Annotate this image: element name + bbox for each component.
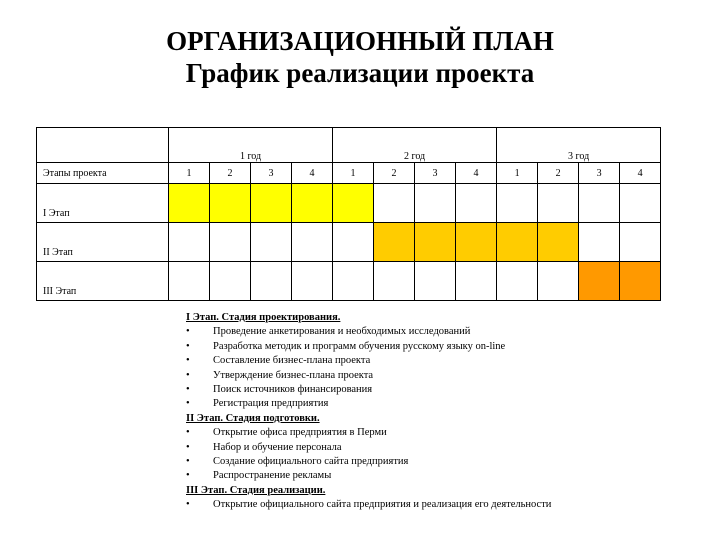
bullet-icon: • — [186, 427, 190, 439]
filled-period-cell — [620, 262, 661, 301]
filled-period-cell — [333, 184, 374, 223]
bullet-icon: • — [186, 369, 190, 381]
stage-task-item — [186, 498, 686, 512]
empty-period-cell — [292, 262, 333, 301]
corner-cell — [37, 128, 169, 163]
stage-descriptions — [186, 311, 686, 513]
quarter-header-row — [37, 163, 661, 184]
task-text: Набор и обучение персонала — [213, 441, 342, 453]
stage-row — [37, 184, 661, 223]
quarter-header: 1 — [169, 163, 210, 184]
quarter-header: 3 — [415, 163, 456, 184]
stage-column-header: Этапы проекта — [37, 163, 169, 184]
filled-period-cell — [251, 184, 292, 223]
empty-period-cell — [620, 223, 661, 262]
empty-period-cell — [210, 262, 251, 301]
bullet-icon: • — [186, 441, 190, 453]
empty-period-cell — [538, 262, 579, 301]
stage-heading: II Этап. Стадия подготовки. — [186, 412, 320, 424]
bullet-icon: • — [186, 355, 190, 367]
bullet-icon: • — [186, 326, 190, 338]
empty-period-cell — [415, 184, 456, 223]
task-text: Проведение анкетирования и необходимых исследований — [213, 326, 471, 338]
page-title: ОРГАНИЗАЦИОННЫЙ ПЛАН — [166, 26, 554, 56]
filled-period-cell — [497, 223, 538, 262]
quarter-header: 1 — [497, 163, 538, 184]
filled-period-cell — [374, 223, 415, 262]
gantt-table — [36, 127, 661, 301]
quarter-header: 4 — [292, 163, 333, 184]
quarter-header: 1 — [333, 163, 374, 184]
empty-period-cell — [374, 184, 415, 223]
task-text: Открытие официального сайта предприятия и реализация его деятельности — [213, 499, 552, 511]
gantt-rows — [37, 184, 661, 301]
empty-period-cell — [579, 223, 620, 262]
stage-task-item — [186, 383, 686, 397]
empty-period-cell — [169, 262, 210, 301]
stage-task-item — [186, 325, 686, 339]
empty-period-cell — [251, 223, 292, 262]
filled-period-cell — [210, 184, 251, 223]
stage-task-item — [186, 340, 686, 354]
stage-task-item — [186, 397, 686, 411]
bullet-icon: • — [186, 470, 190, 482]
filled-period-cell — [456, 223, 497, 262]
bullet-icon: • — [186, 340, 190, 352]
stage-task-item — [186, 426, 686, 440]
empty-period-cell — [456, 262, 497, 301]
stage-task-item — [186, 441, 686, 455]
task-text: Поиск источников финансирования — [213, 384, 373, 396]
year-3-header: 3 год — [497, 128, 661, 163]
quarter-header: 2 — [374, 163, 415, 184]
empty-period-cell — [333, 262, 374, 301]
year-header-row — [37, 128, 661, 163]
filled-period-cell — [415, 223, 456, 262]
bullet-icon: • — [186, 398, 190, 410]
page-subtitle: График реализации проекта — [185, 58, 535, 88]
empty-period-cell — [538, 184, 579, 223]
stage-row — [37, 262, 661, 301]
filled-period-cell — [579, 262, 620, 301]
empty-period-cell — [497, 262, 538, 301]
empty-period-cell — [620, 184, 661, 223]
year-1-header: 1 год — [169, 128, 333, 163]
empty-period-cell — [210, 223, 251, 262]
task-text: Создание официального сайта предприятия — [213, 456, 409, 468]
year-2-header: 2 год — [333, 128, 497, 163]
filled-period-cell — [169, 184, 210, 223]
stage-heading: I Этап. Стадия проектирования. — [186, 312, 341, 323]
filled-period-cell — [538, 223, 579, 262]
quarter-header: 3 — [251, 163, 292, 184]
filled-period-cell — [292, 184, 333, 223]
task-text: Распространение рекламы — [213, 470, 332, 482]
task-text: Регистрация предприятия — [213, 398, 329, 410]
stage-name: III Этап — [37, 262, 169, 301]
empty-period-cell — [169, 223, 210, 262]
task-text: Составление бизнес-плана проекта — [213, 355, 371, 367]
empty-period-cell — [251, 262, 292, 301]
bullet-icon: • — [186, 456, 190, 468]
bullet-icon: • — [186, 499, 190, 511]
stage-task-item — [186, 469, 686, 483]
empty-period-cell — [333, 223, 374, 262]
task-text: Утверждение бизнес-плана проекта — [213, 369, 374, 381]
stage-name: I Этап — [37, 184, 169, 223]
empty-period-cell — [292, 223, 333, 262]
stage-task-item — [186, 369, 686, 383]
quarter-header: 3 — [579, 163, 620, 184]
task-text: Разработка методик и программ обучения русскому языку on-line — [213, 340, 506, 352]
bullet-icon: • — [186, 384, 190, 396]
task-text: Открытие офиса предприятия в Перми — [213, 427, 387, 439]
stage-row — [37, 223, 661, 262]
quarter-header: 4 — [456, 163, 497, 184]
stage-task-item — [186, 455, 686, 469]
empty-period-cell — [374, 262, 415, 301]
empty-period-cell — [415, 262, 456, 301]
quarter-header: 2 — [210, 163, 251, 184]
stage-heading: III Этап. Стадия реализации. — [186, 484, 326, 496]
empty-period-cell — [456, 184, 497, 223]
stage-task-item — [186, 354, 686, 368]
empty-period-cell — [497, 184, 538, 223]
empty-period-cell — [579, 184, 620, 223]
quarter-header: 4 — [620, 163, 661, 184]
stage-name: II Этап — [37, 223, 169, 262]
quarter-header: 2 — [538, 163, 579, 184]
